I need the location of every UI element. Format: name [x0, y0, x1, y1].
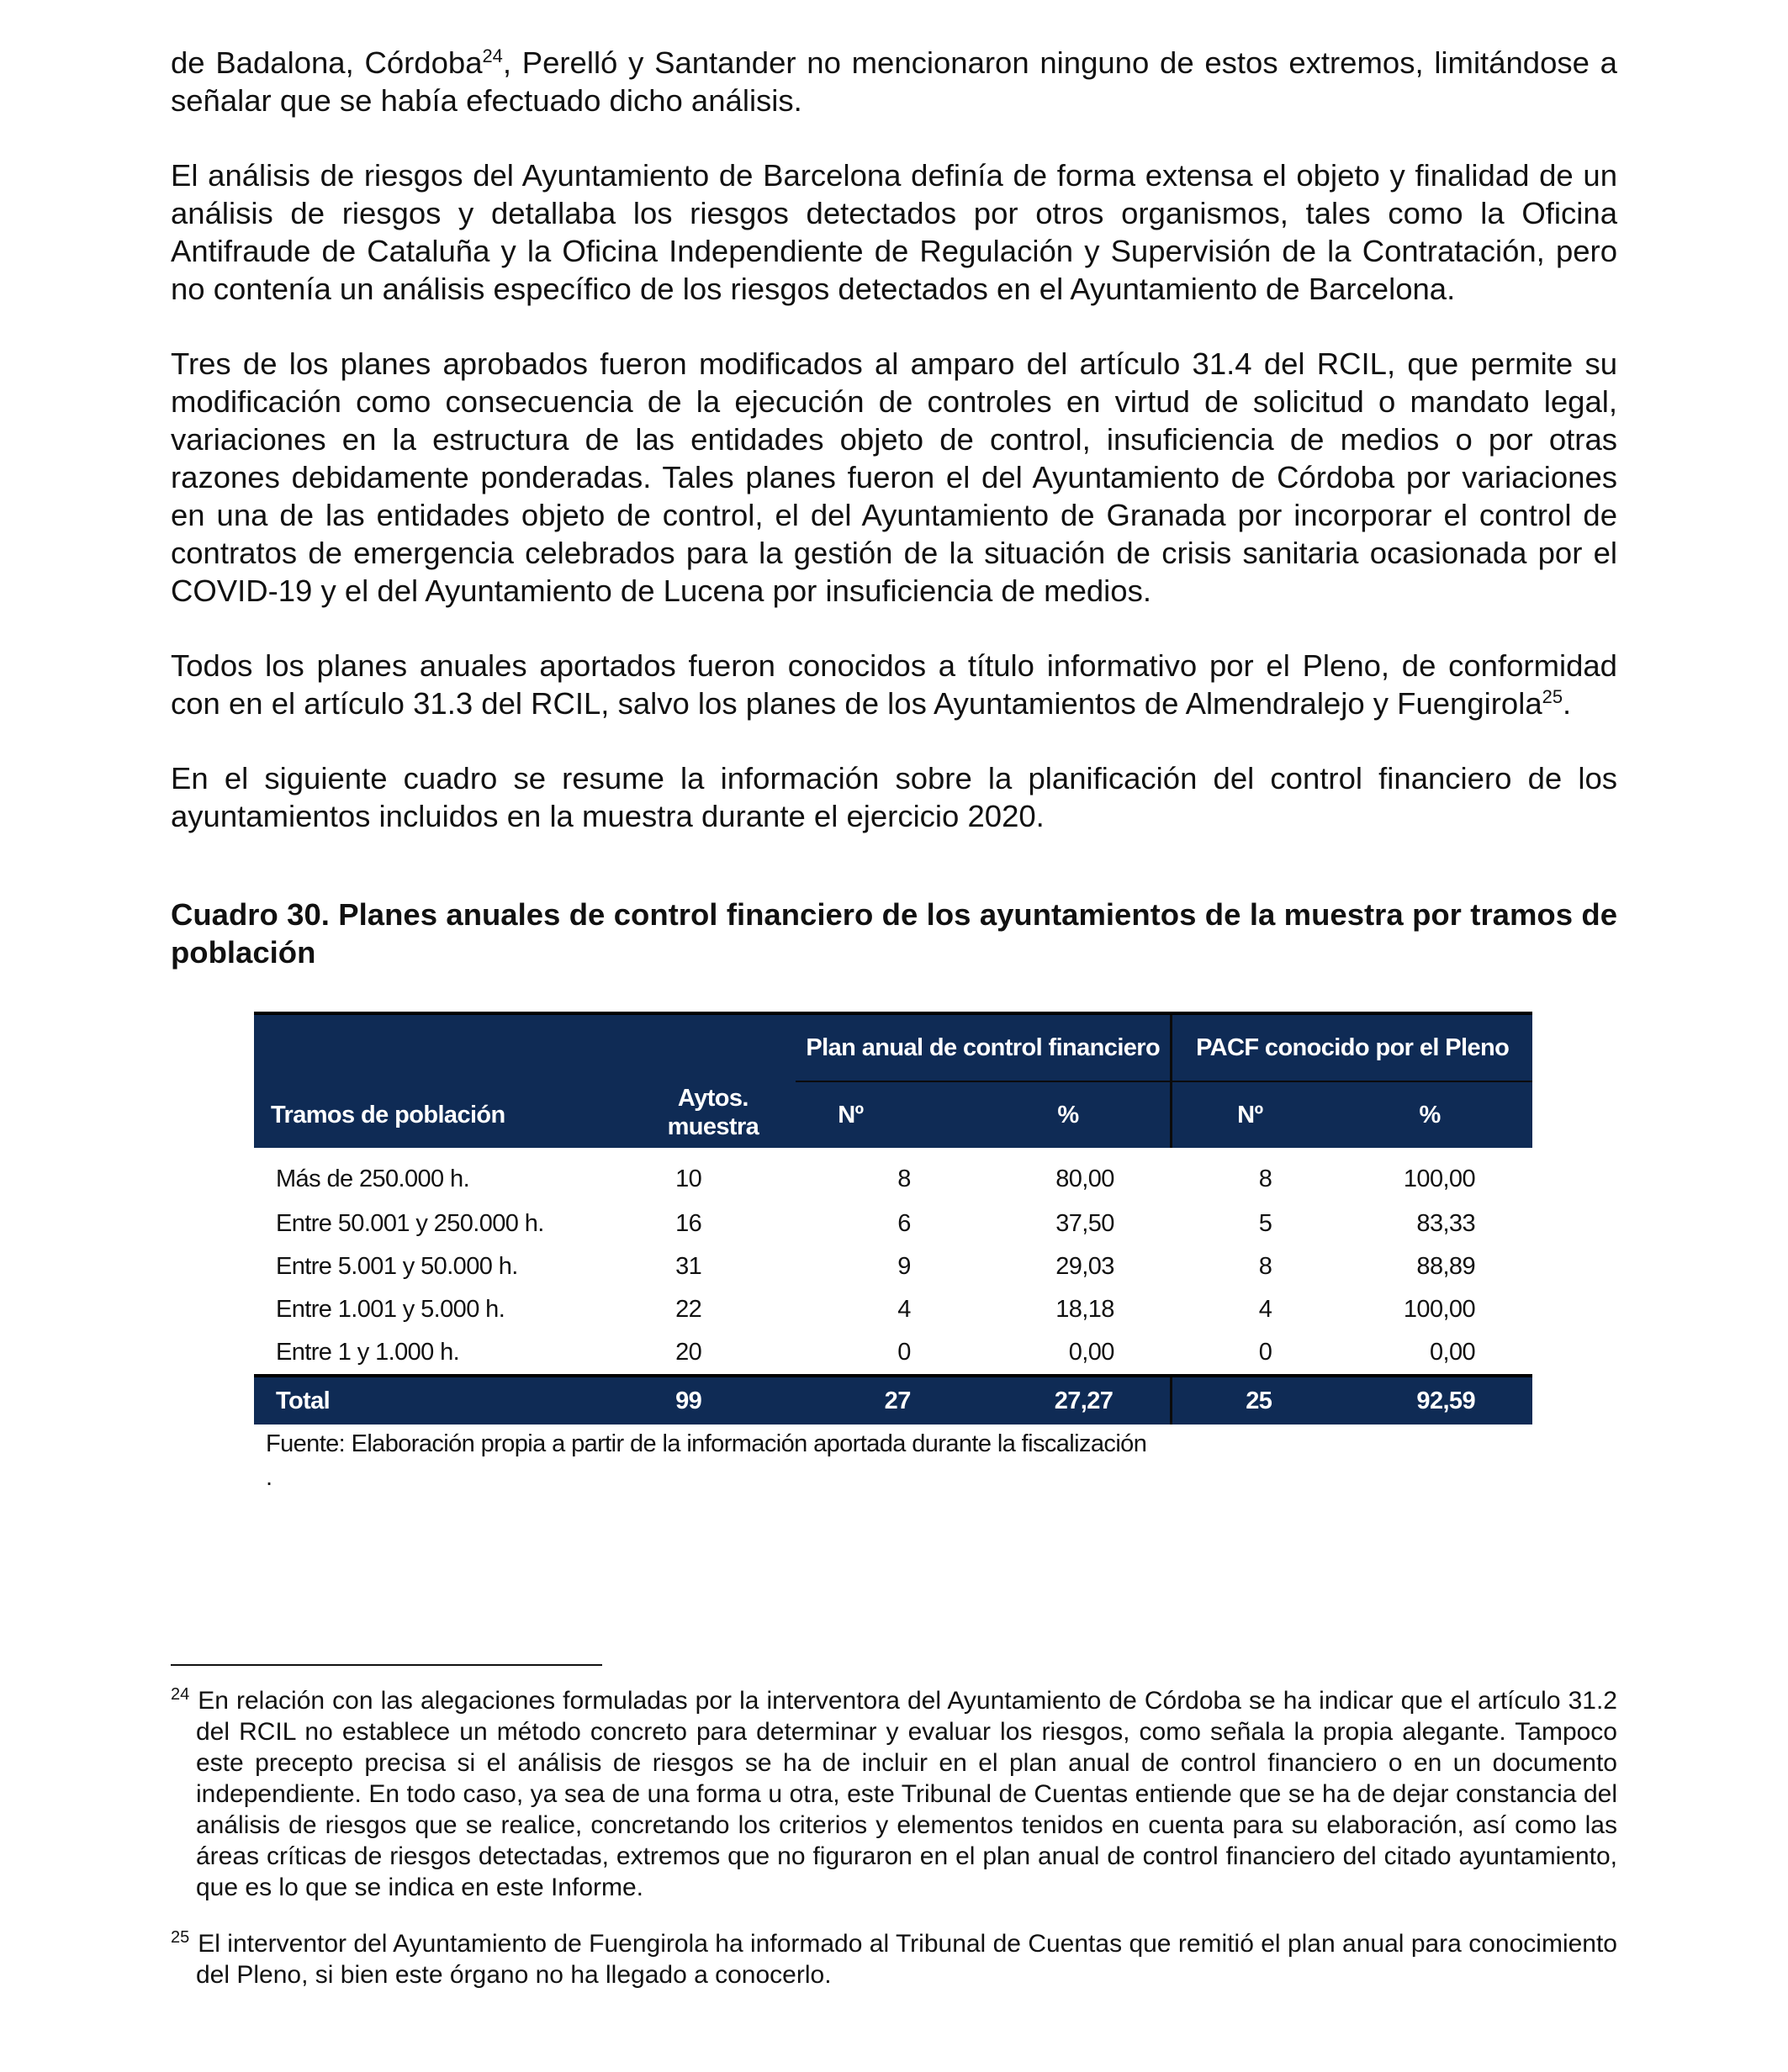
paragraph-3: Tres de los planes aprobados fueron modificados al amparo del artículo 31.4 del RCIL, que permite su modificación como consecuencia de la ejecución de controles en virtud de solicitud o mandato legal, variaciones en la estructura de las entidades objeto de control, insuficiencia de medios o por otras razones debidamente ponderadas. Tales planes fueron el del Ayuntamiento de Córdoba por variaciones en una de las entidades objeto de control, el del Ayuntamiento de Granada por incorporar el control de contratos de emergencia celebrados para la gestión de la situación de crisis sanitaria ocasionada por el COVID-19 y el del Ayuntamiento de Lucena por insuficiencia de medios. [171, 346, 1617, 608]
table-row: Entre 5.001 y 50.000 h. 31 9 29,03 8 88,89 [276, 1253, 1475, 1280]
footnotes [171, 1685, 1617, 2016]
table-row: Entre 1 y 1.000 h. 20 0 0,00 0 0,00 [276, 1339, 1475, 1366]
table-total-row: Total 99 27 27,27 25 92,59 [254, 1376, 1532, 1424]
header-pacf-pleno: PACF conocido por el Pleno [1172, 1013, 1532, 1081]
footnote-mark: 24 [171, 1685, 190, 1704]
header-p2: % [1327, 1081, 1532, 1148]
table-container [254, 1012, 1532, 1492]
table-header-row [254, 1013, 1532, 1081]
table-row: Entre 1.001 y 5.000 h. 22 4 18,18 4 100,00 [276, 1296, 1475, 1323]
table-row: Más de 250.000 h. 10 8 80,00 8 100,00 [276, 1166, 1475, 1192]
document-page [171, 44, 1617, 1492]
footnote-mark: 25 [171, 1928, 190, 1947]
footnote-ref-25[interactable]: 25 [1542, 685, 1563, 707]
footnote-25: $^{25}$ El interventor del Ayuntamiento de Fuengirola ha informado al Tribunal de Cuentas que remitió el plan anual para conocimiento del Pleno, si bien este órgano no ha llegado a conocerlo. [171, 1928, 1617, 1989]
footnote-separator [171, 1664, 602, 1666]
header-n1: Nº [796, 1081, 966, 1148]
data-table [254, 1012, 1532, 1424]
table-caption: Cuadro 30. Planes anuales de control financiero de los ayuntamientos de la muestra por tramos de población [171, 897, 1617, 970]
table-source: Fuente: Elaboración propia a partir de la información aportada durante la fiscalización [266, 1430, 1147, 1457]
paragraph-4: Todos los planes anuales aportados fueron conocidos a título informativo por el Pleno, de conformidad con en el artículo 31.3 del RCIL, salvo los planes de los Ayuntamientos de Almendralejo y Fuengirola$^{25}$. [171, 648, 1617, 721]
header-n2: Nº [1172, 1081, 1327, 1148]
footnote-24: $^{24}$ En relación con las alegaciones formuladas por la interventora del Ayuntamiento de Córdoba se ha indicar que el artículo 31.2 del RCIL no establece un método concreto para determinar y evaluar los riesgos, como señala la propia alegante. Tampoco este precepto precisa si el análisis de riesgos se ha de incluir en el plan anual de control financiero o en un documento independiente. En todo caso, ya sea de una forma u otra, este Tribunal de Cuentas entiende que se ha de dejar constancia del análisis de riesgos que se realice, concretando los criterios y elementos tenidos en cuenta para su elaboración, así como las áreas críticas de riesgos detectadas, extremos que no figuraron en el plan anual de control financiero del citado ayuntamiento, que es lo que se indica en este Informe. [171, 1685, 1617, 1901]
paragraph-5: En el siguiente cuadro se resume la información sobre la planificación del control financiero de los ayuntamientos incluidos en la muestra durante el ejercicio 2020. [171, 761, 1617, 833]
paragraph-2: El análisis de riesgos del Ayuntamiento de Barcelona definía de forma extensa el objeto y finalidad de un análisis de riesgos y detallaba los riesgos detectados por otros organismos, tales como la Oficina Antifraude de Cataluña y la Oficina Independiente de Regulación y Supervisión de la Contratación, pero no contenía un análisis específico de los riesgos detectados en el Ayuntamiento de Barcelona. [171, 158, 1617, 306]
table-row: Entre 50.001 y 250.000 h. 16 6 37,50 5 83,33 [276, 1210, 1475, 1237]
header-aytos: Aytos. muestra [631, 1013, 796, 1148]
header-p1: % [966, 1081, 1172, 1148]
footnote-ref-24[interactable]: 24 [482, 45, 503, 66]
header-tramos: Tramos de población [254, 1013, 631, 1148]
trailing-dot: . [266, 1464, 273, 1491]
paragraph-1: de Badalona, Córdoba$^{24}$, Perelló y Santander no mencionaron ninguno de estos extremos, limitándose a señalar que se había efectuado dicho análisis. [171, 45, 1617, 118]
header-plan-anual: Plan anual de control financiero [796, 1013, 1172, 1081]
